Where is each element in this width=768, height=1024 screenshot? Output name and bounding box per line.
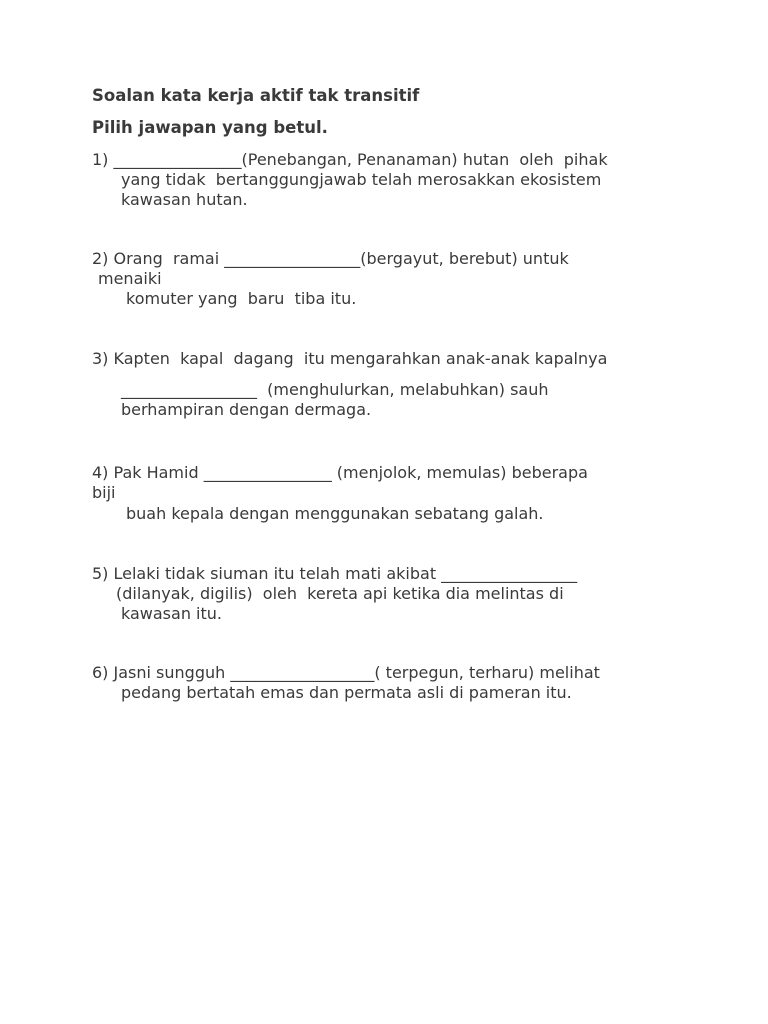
- question-1-line-1: 1) ________________(Penebangan, Penanaman) hutan oleh pihak: [92, 150, 608, 169]
- worksheet-title: Soalan kata kerja aktif tak transitif: [92, 86, 420, 105]
- question-4-line-1: 4) Pak Hamid ________________ (menjolok, memulas) beberapa: [92, 463, 588, 482]
- question-3-line-1: 3) Kapten kapal dagang itu mengarahkan anak-anak kapalnya: [92, 349, 608, 368]
- question-5-line-3: kawasan itu.: [121, 604, 222, 623]
- question-5-line-1: 5) Lelaki tidak siuman itu telah mati akibat _________________: [92, 564, 578, 583]
- question-3-line-3: berhampiran dengan dermaga.: [121, 400, 372, 419]
- question-6-line-1: 6) Jasni sungguh __________________( terpegun, terharu) melihat: [92, 663, 600, 682]
- question-5-line-2: (dilanyak, digilis) oleh kereta api ketika dia melintas di: [116, 584, 564, 603]
- question-3-line-2: _________________ (menghulurkan, melabuhkan) sauh: [121, 380, 549, 399]
- question-1-line-2: yang tidak bertanggungjawab telah merosakkan ekosistem: [121, 170, 602, 189]
- question-4-line-3: buah kepala dengan menggunakan sebatang galah.: [126, 504, 544, 523]
- question-2-line-2: menaiki: [98, 269, 162, 288]
- question-2-line-3: komuter yang baru tiba itu.: [126, 289, 357, 308]
- question-4-line-2: biji: [92, 483, 116, 502]
- question-6-line-2: pedang bertatah emas dan permata asli di pameran itu.: [121, 683, 572, 702]
- worksheet-instruction: Pilih jawapan yang betul.: [92, 118, 328, 137]
- question-1-line-3: kawasan hutan.: [121, 190, 248, 209]
- question-2-line-1: 2) Orang ramai _________________(bergayut, berebut) untuk: [92, 249, 569, 268]
